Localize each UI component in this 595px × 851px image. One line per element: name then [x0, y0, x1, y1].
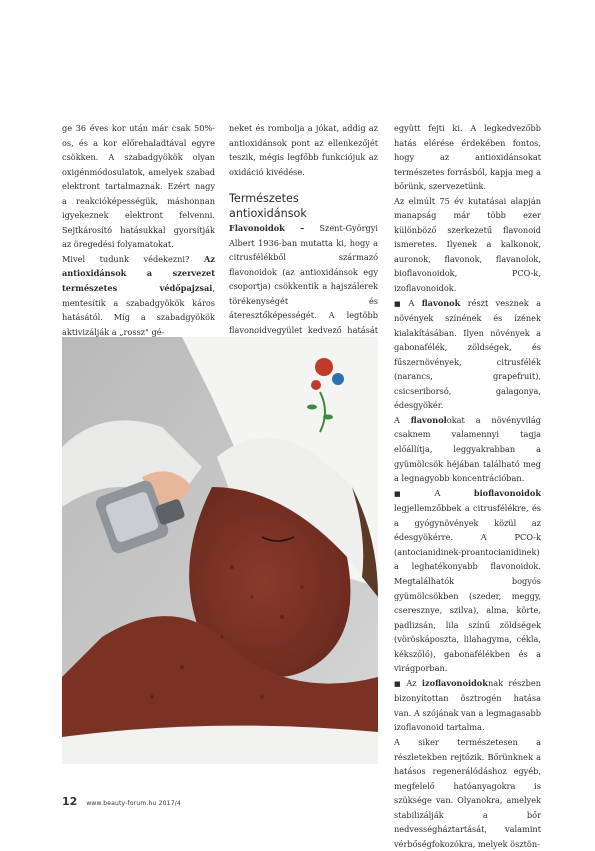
paragraph: ge 36 éves kor után már csak 50%-os, és a kor előrehaladtával egyre csökken. A szabadgyökök olyan oxigénmódosulatok, amelyek szabad elektront tartalmaznak. Ezért nagy a reakcióképességük, máshonnan igyekeznek elektront felvenni. Sejtkárosító hatásukkal gyorsítják az öregedési folyamatokat. — [62, 123, 215, 250]
text-run: A — [394, 414, 411, 425]
paragraph — [394, 486, 541, 676]
bullet-square-icon: ■ — [394, 299, 406, 308]
paragraph: A siker természetesen a részletekben rejtőzik. Bőrünknek a hatásos regenerálódáshoz egyéb, megfelelő hatóanyagokra is szüksége van. Olyanokra, amelyek stabilizálják a bőr nedvességháztartását, valamint vérbőségfokozókra, melyek ösztön- — [394, 736, 541, 849]
text-run: , mentesítik a szabadgyökök káros hatásától. Míg a szabadgyökök aktivizálják a „rossz" gé- — [62, 283, 215, 337]
bold-text: Flavonoidok – — [229, 223, 305, 234]
text-run: Szent-Györgyi Albert 1936-ban mutatta ki, hogy a citrusfélékből származó flavonoidok (az antioxidánsok egy csoportja) csökkentik a hajszálerek törékenységét és áteresztőképességét. A legtöbb flavonoidvegyület kedvező hatását — [229, 223, 378, 336]
paragraph: neket és rombolja a jókat, addig az antioxidánsok pont az ellenkezőjét teszik, mégis legfőbb funkciójuk az oxidáció kivédése. — [229, 123, 378, 177]
text-run: legjellemzőbbek a citrusfélékre, és a gyógynövények közül az édesgyökérre. A PCO-k (antocianidinek-proantocianidinek) a leghatékonyabb flavonoidok. Megtalálhatók bogyós gyümölcsökben (szeder, meggy, cseresznye, szilva), alma, körte, padlizsán, lila színű zöldségek (vöröskáposzta, lilahagyma, cékla, kékszőlő), gabonafélékben és a virágporban. — [394, 503, 541, 674]
page-footer — [62, 795, 181, 808]
bold-text: izoflavonoidok — [421, 677, 488, 688]
publication-info: www.beauty-forum.hu 2017/4 — [86, 800, 181, 807]
treatment-photo — [62, 337, 378, 764]
paragraph: Az elmúlt 75 év kutatásai alapján manapság már több ezer különböző szerkezetű flavonoid ismeretes. Ilyenek a kalkonok, auronok, flavonok, flavanolok, bioflavonoidok, PCO-k, izoflavonoidok. — [394, 195, 541, 294]
paragraph: együtt fejti ki. A legkedvezőbb hatás elérése érdekében fontos, hogy az antioxidánsokat természetes forrásból, kapja meg a bőrünk, szervezetünk. — [394, 123, 541, 192]
text-run: A — [434, 487, 474, 498]
bold-text: Az antioxidánsok a szervezet természetes védőpajzsai — [62, 253, 215, 294]
paragraph — [394, 676, 541, 735]
section-heading: Természetes antioxidánsok — [229, 192, 307, 221]
bold-text: flavonok — [421, 297, 461, 308]
text-run: részt vesznek a növények színének és ízének kialakításában. Ilyen növények a gabonafélék, zöldségek, és fűszernövények, citrusfélék (narancs, grapefruit), csicseriborsó, galagonya, édesgyökér. — [394, 297, 541, 411]
text-run: okat a növényvilág csaknem valamennyi tagja előállítja, leggyakrabban a gyümölcsök héjában található meg a legnagyobb koncentrációban. — [394, 414, 541, 484]
bold-text: bioflavonoidok — [473, 487, 541, 498]
text-run: Mivel tudunk védekezni? — [62, 253, 204, 264]
text-run: nak részben bizonyítottan ösztrogén hatása van. A szójának van a legmagasabb izoflavonoid tartalma. — [394, 677, 541, 733]
text-column-2 — [229, 121, 378, 367]
bold-text: flavonol — [410, 414, 447, 425]
bullet-square-icon: ■ — [394, 489, 432, 498]
text-column-3 — [394, 121, 541, 851]
photo-illustration — [62, 337, 378, 764]
text-column-1 — [62, 121, 215, 339]
paragraph — [394, 413, 541, 486]
paragraph — [62, 252, 215, 339]
paragraph — [394, 296, 541, 413]
page-number: 12 — [62, 795, 78, 808]
text-run: Az — [406, 677, 422, 688]
text-run: A — [408, 297, 422, 308]
bullet-square-icon: ■ — [394, 679, 404, 688]
